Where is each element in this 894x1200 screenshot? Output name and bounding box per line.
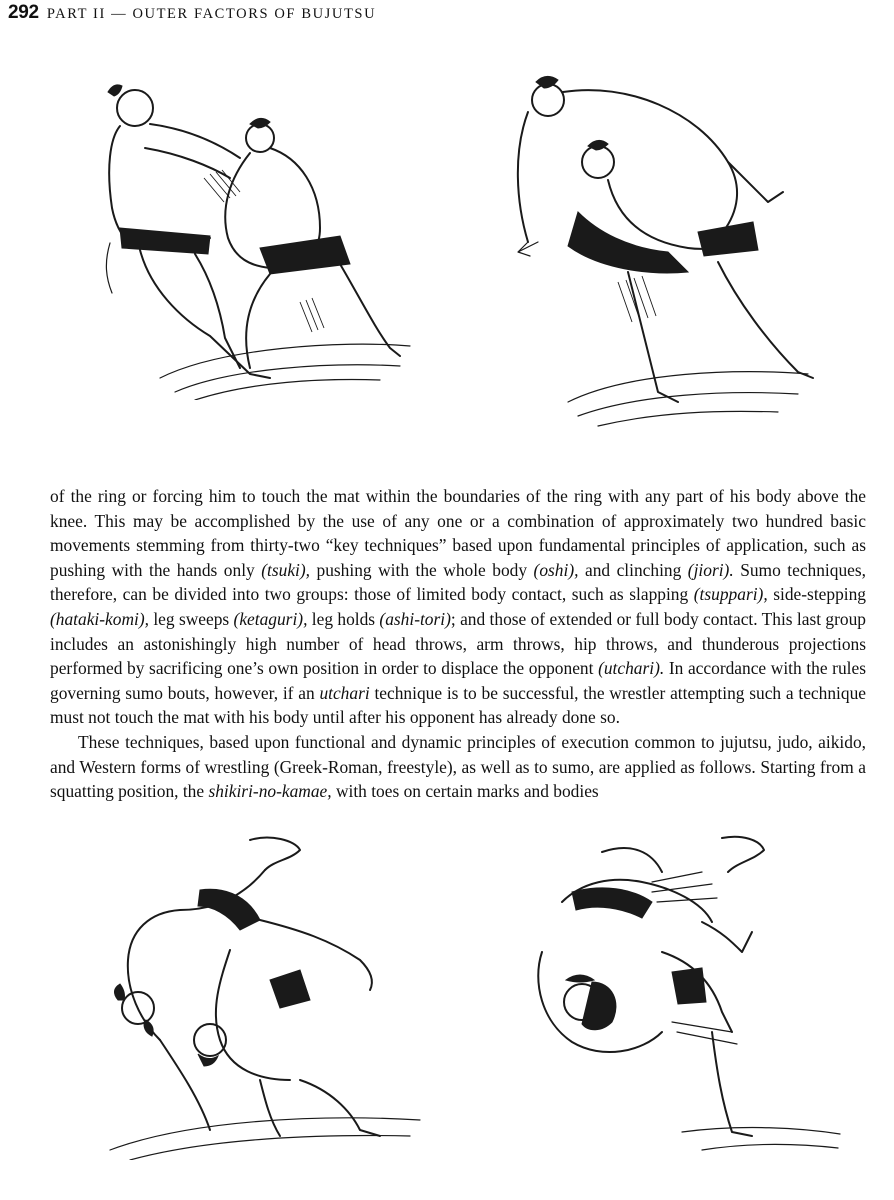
paragraph-1: of the ring or forcing him to touch the mat within the boundaries of the ring with any part of his body above the knee. This may be accomplished by the use of any one or a combination of approximately two hundred basic movements stemming from thirty-two “key techniques” based upon fundamental principles of application, such as pushing with the hands only (tsuki), pushing with the whole body (oshi), and clinching (jiori). Sumo techniques, therefore, can be divided into two groups: those of limited body contact, such as slapping (tsuppari), side-stepping (hataki-komi), leg sweeps (ketaguri), leg holds (ashi-tori); and those of extended or full body contact. This last group includes an astonishingly high number of head throws, arm throws, hip throws, and thunderous projections performed by sacrificing one’s own position in order to displace the opponent (utchari). In accordance with the rules governing sumo bouts, however, if an utchari technique is to be successful, the wrestler attempting such a technique must not touch the mat with his body until after his opponent has already done so.: [50, 486, 866, 728]
sumo-wrestlers-lift-icon: [508, 72, 828, 427]
sumo-wrestlers-projection-icon: [502, 832, 842, 1160]
sumo-wrestlers-throw-illustration: [100, 830, 430, 1160]
page-number: 292: [8, 2, 39, 23]
body-text: [50, 484, 866, 804]
sumo-wrestlers-clinch-icon: [100, 78, 420, 400]
sumo-wrestlers-lift-illustration: [508, 72, 828, 427]
sumo-wrestlers-clinch-illustration: [100, 78, 420, 400]
paragraph-2: These techniques, based upon functional and dynamic principles of execution common to jujutsu, judo, aikido, and Western forms of wrestling (Greek-Roman, freestyle), as well as to sumo, are applied as follows. Starting from a squatting position, the shikiri-no-kamae, with toes on certain marks and bodies: [50, 731, 866, 802]
sumo-wrestlers-projection-illustration: [502, 832, 842, 1160]
running-head: [8, 2, 376, 28]
sumo-wrestlers-throw-icon: [100, 830, 430, 1160]
section-title: PART II — OUTER FACTORS OF BUJUTSU: [46, 6, 377, 22]
